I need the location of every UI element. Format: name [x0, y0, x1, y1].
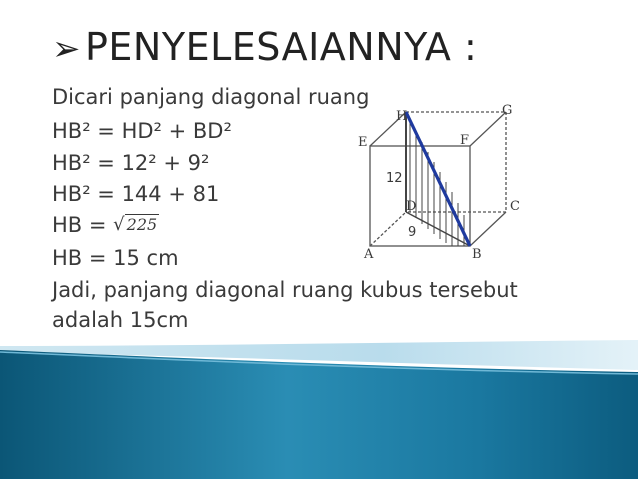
- text-line-5: [52, 212, 159, 238]
- text-line-5-prefix: HB =: [52, 213, 114, 237]
- label-edge-9: 9: [408, 225, 417, 240]
- footer-dark-wave: [0, 350, 638, 479]
- label-c: C: [510, 199, 520, 214]
- cube-edge-bc: [470, 212, 506, 246]
- label-edge-12: 12: [386, 171, 403, 186]
- slide-title-text: PENYELESAIANNYA :: [85, 25, 478, 69]
- slide-title: [52, 18, 477, 78]
- arrow-bullet-icon: ➢: [52, 29, 81, 69]
- label-e: E: [358, 135, 368, 150]
- label-a: A: [364, 247, 374, 262]
- text-line-3: HB² = 12² + 9²: [52, 151, 210, 175]
- square-root-icon: √: [113, 214, 125, 235]
- cube-edge-fg: [470, 112, 506, 146]
- footer-decorative-band: [0, 340, 638, 479]
- square-root-radicand: 225: [126, 215, 158, 234]
- label-g: G: [502, 103, 513, 118]
- label-f: F: [460, 133, 470, 148]
- label-h: H: [396, 109, 408, 124]
- cube-figure: [352, 100, 532, 264]
- text-line-4: HB² = 144 + 81: [52, 182, 220, 206]
- text-line-6: HB = 15 cm: [52, 246, 179, 270]
- text-line-8: adalah 15cm: [52, 308, 189, 332]
- label-d: D: [406, 199, 417, 214]
- text-line-2: HB² = HD² + BD²: [52, 119, 232, 143]
- text-line-1: Dicari panjang diagonal ruang: [52, 85, 370, 109]
- square-root-expression: [113, 212, 159, 238]
- text-line-7: Jadi, panjang diagonal ruang kubus tersebut: [52, 278, 518, 302]
- cube-edge-ad: [370, 212, 406, 246]
- label-b: B: [472, 247, 482, 262]
